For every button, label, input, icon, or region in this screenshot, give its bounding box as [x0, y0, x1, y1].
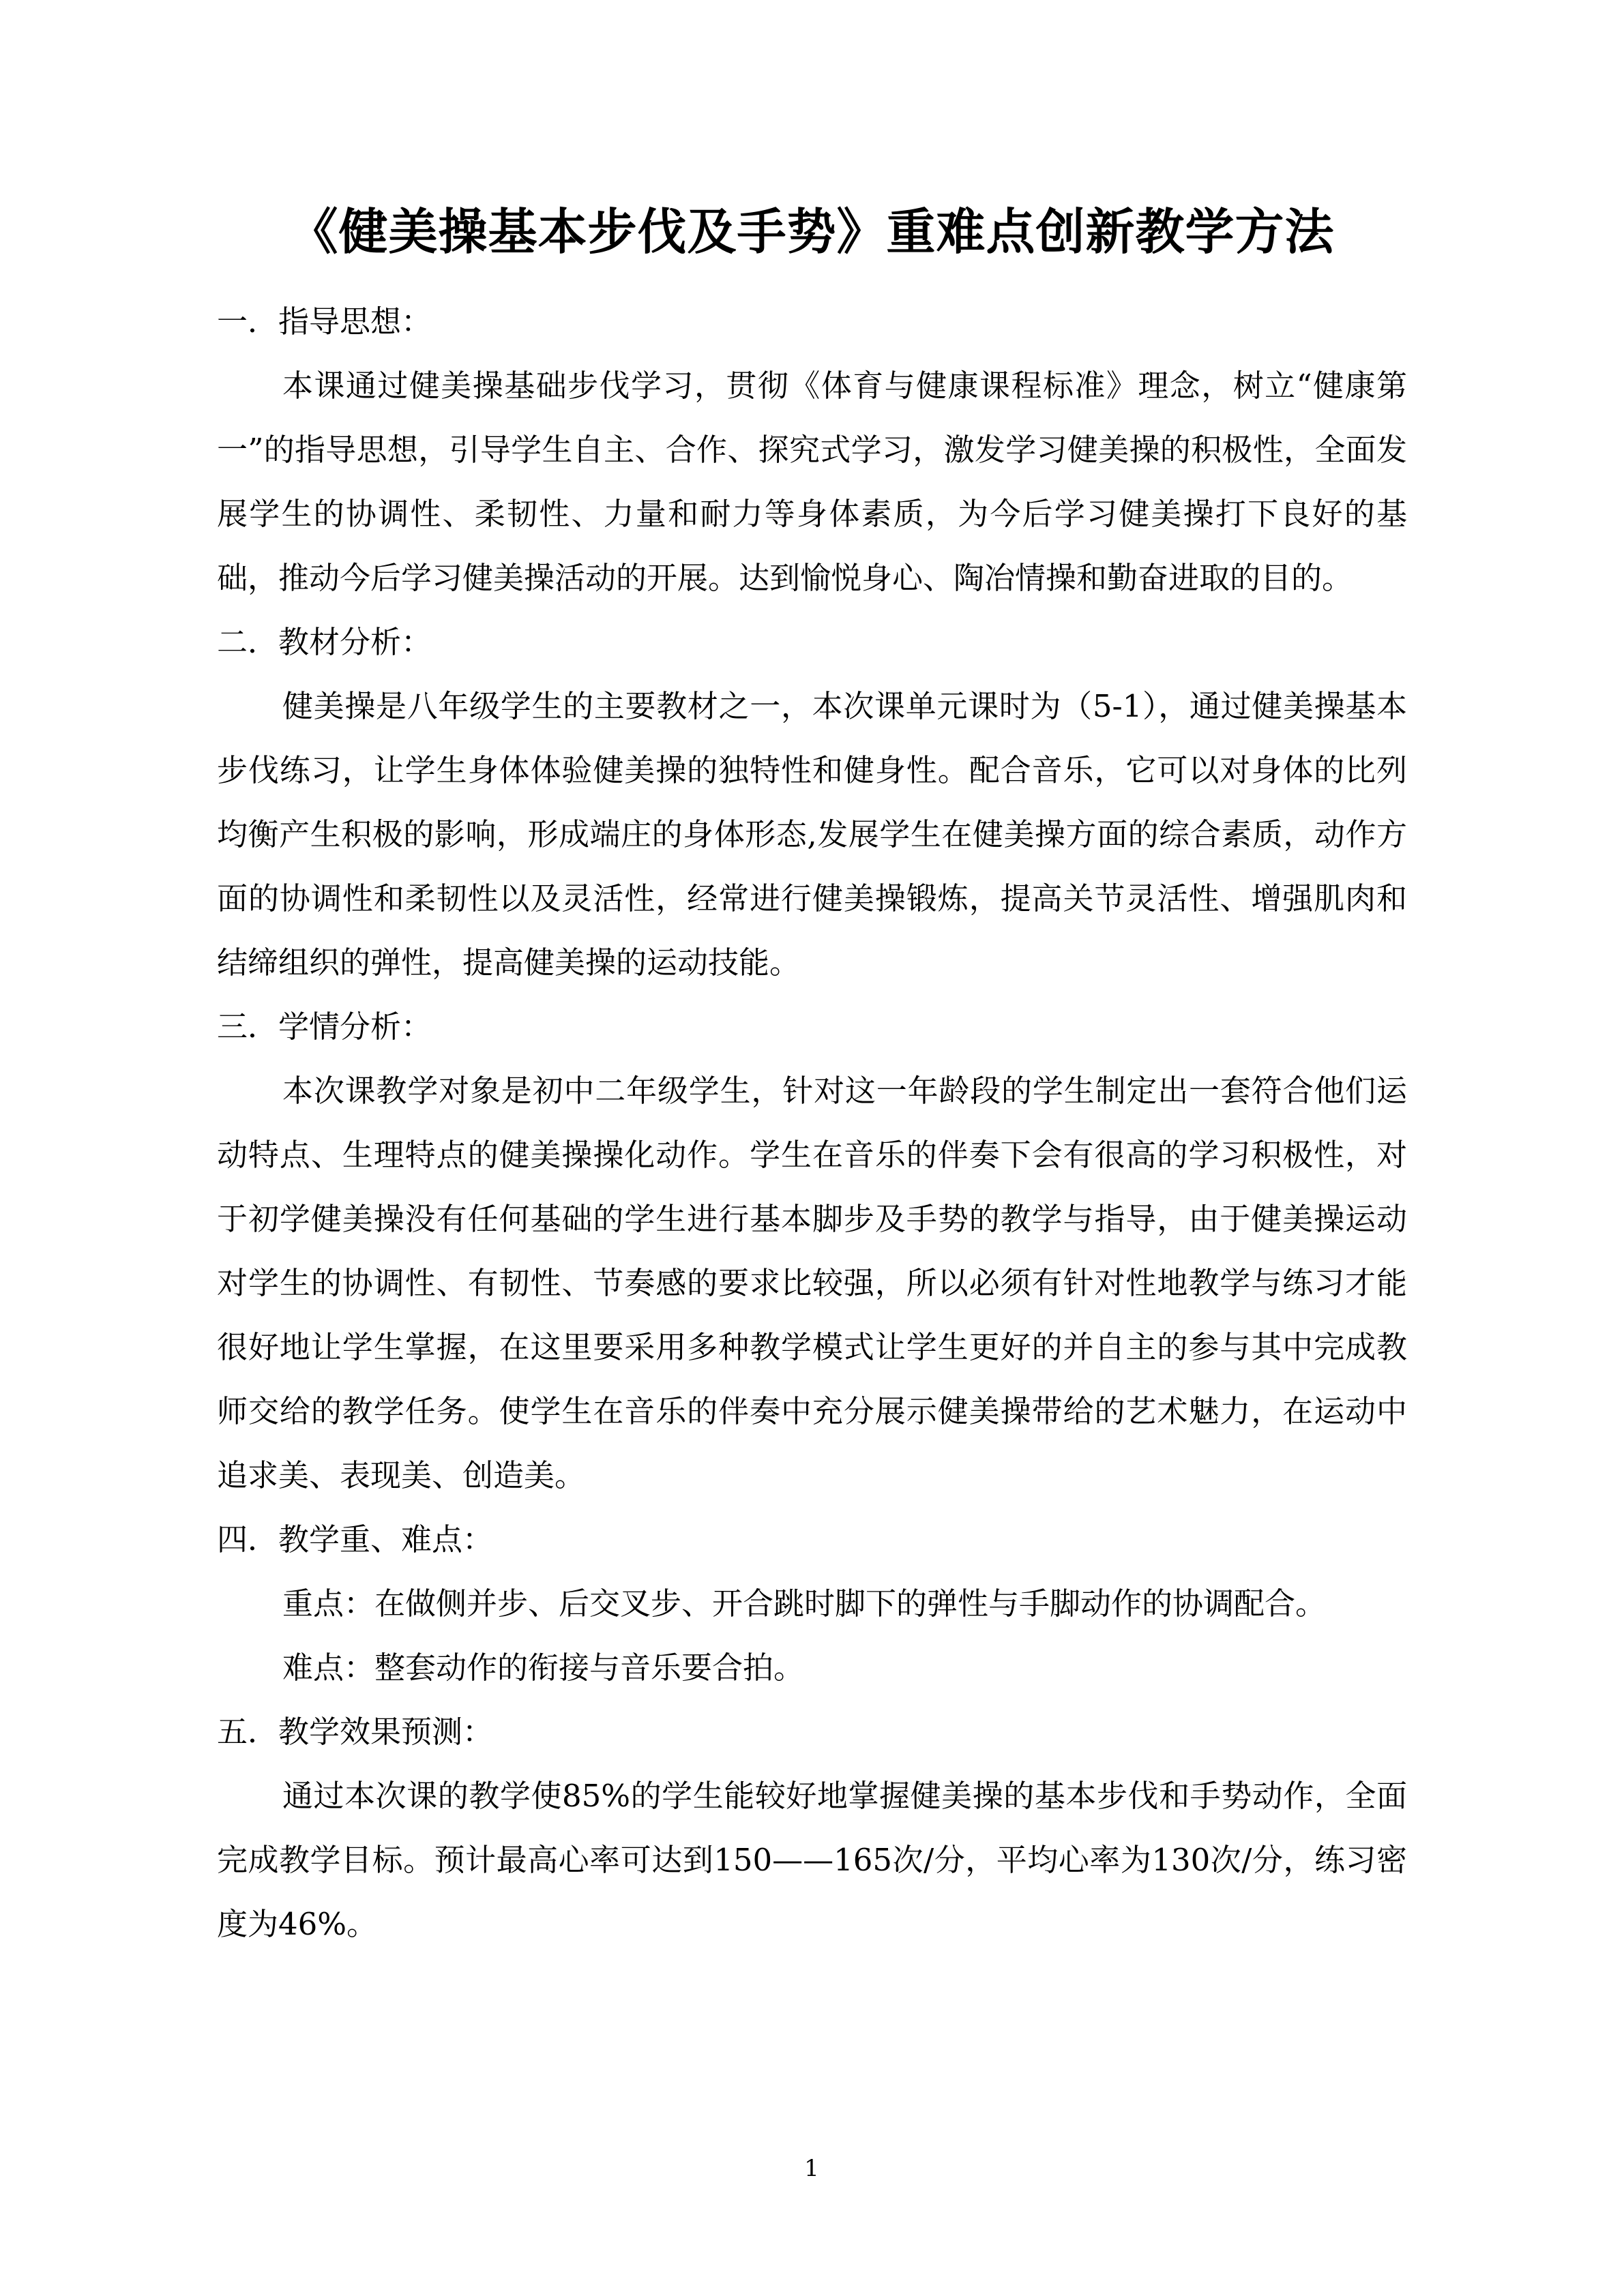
section-heading-key-points: 四．教学重、难点：	[217, 1521, 494, 1557]
paragraph-guiding-thought: 本课通过健美操基础步伐学习，贯彻《体育与健康课程标准》理念，树立“健康第一”的指导思想，引导学生自主、合作、探究式学习，激发学习健美操的积极性，全面发展学生的协调性、柔韧性、力量和耐力等身体素质，为今后学习健美操打下良好的基础，推动今后学习健美操活动的开展。达到愉悦身心、陶冶情操和勤奋进取的目的。	[217, 368, 1407, 596]
paragraph-key-point: 重点：在做侧并步、后交叉步、开合跳时脚下的弹性与手脚动作的协调配合。	[282, 1585, 1327, 1622]
paragraph-student-analysis: 本次课教学对象是初中二年级学生，针对这一年龄段的学生制定出一套符合他们运动特点、生理特点的健美操操化动作。学生在音乐的伴奏下会有很高的学习积极性，对于初学健美操没有任何基础的学生进行基本脚步及手势的教学与指导，由于健美操运动对学生的协调性、有韧性、节奏感的要求比较强，所以必须有针对性地教学与练习才能很好地让学生掌握，在这里要采用多种教学模式让学生更好的并自主的参与其中完成教师交给的教学任务。使学生在音乐的伴奏中充分展示健美操带给的艺术魅力，在运动中追求美、表现美、创造美。	[217, 1073, 1407, 1493]
section-heading-effect-prediction: 五．教学效果预测：	[217, 1714, 494, 1750]
paragraph-difficult-point: 难点：整套动作的衔接与音乐要合拍。	[282, 1650, 805, 1686]
section-heading-material-analysis: 二．教材分析：	[217, 624, 432, 660]
page-number: 1	[804, 2155, 819, 2182]
paragraph-effect-prediction: 通过本次课的教学使85%的学生能较好地掌握健美操的基本步伐和手势动作，全面完成教学目标。预计最高心率可达到150——165次/分，平均心率为130次/分，练习密度为46%。	[217, 1778, 1407, 1942]
paragraph-material-analysis: 健美操是八年级学生的主要教材之一，本次课单元课时为（5-1），通过健美操基本步伐练习，让学生身体体验健美操的独特性和健身性。配合音乐，它可以对身体的比列均衡产生积极的影响，形成端庄的身体形态,发展学生在健美操方面的综合素质，动作方面的协调性和柔韧性以及灵活性，经常进行健美操锻炼，提高关节灵活性、增强肌肉和结缔组织的弹性，提高健美操的运动技能。	[217, 688, 1407, 981]
document-body	[217, 290, 1407, 1956]
document-title: 《健美操基本步伐及手势》重难点创新教学方法	[289, 203, 1335, 260]
section-heading-student-analysis: 三．学情分析：	[217, 1009, 432, 1045]
section-heading-guiding-thought: 一．指导思想：	[217, 303, 432, 340]
